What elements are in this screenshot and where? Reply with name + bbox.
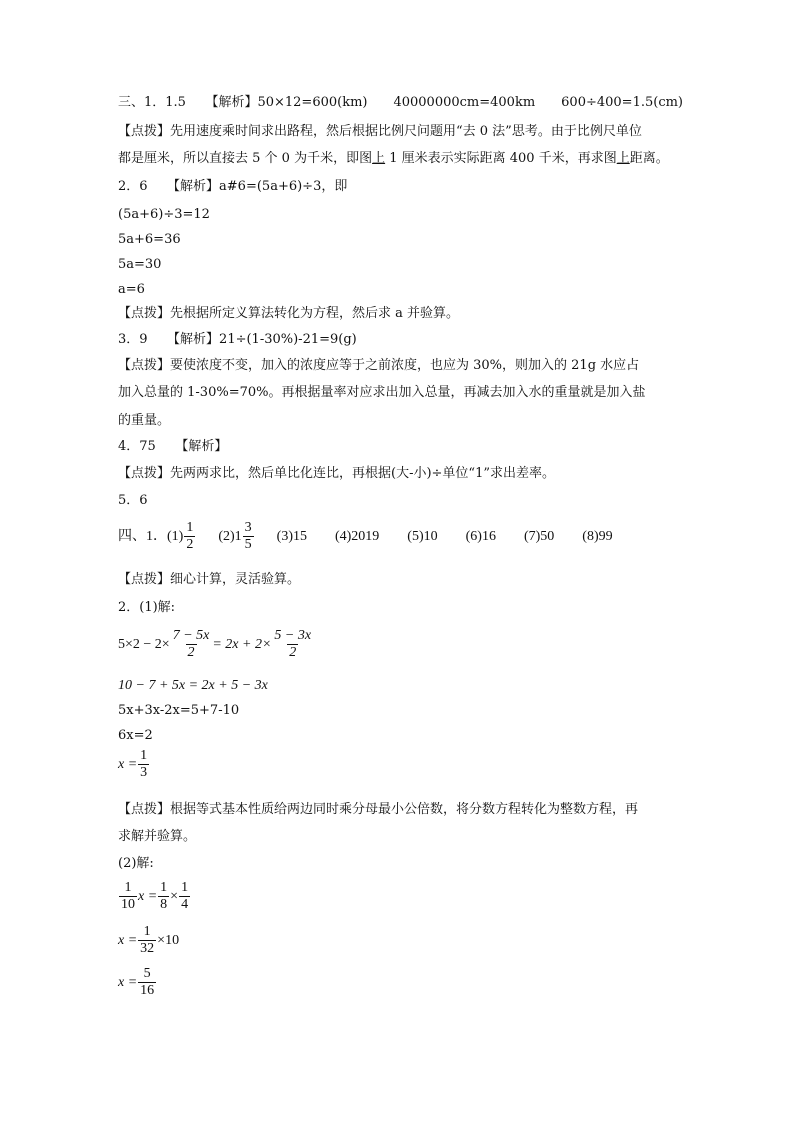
answer-4-2-header: 2．(1)解: (118, 600, 176, 615)
equation-line (118, 880, 191, 913)
fraction: $\frac{1}{2}$ (186, 520, 194, 553)
step-line: a=6 (118, 282, 145, 297)
tip-3-1-line2 (118, 149, 669, 169)
underlined-text: 上 (616, 151, 630, 166)
equation-line (118, 966, 157, 999)
tip-3-4: 【点拨】先两两求比，然后单比化连比，再根据(大-小)÷单位“1”求出差率。 (118, 466, 555, 481)
answer-3-1: 三、1．1.5 【解析】50×12=600(km) 40000000cm=400km 600÷400=1.5(cm) (118, 95, 683, 110)
answer-3-4: 4．75 【解析】 (118, 439, 228, 454)
equation-line: 10 − 7 + 5x = 2x + 5 − 3x (118, 678, 268, 693)
fraction: $\frac{1}{4}$ (181, 880, 189, 913)
step-line: (5a+6)÷3=12 (118, 207, 210, 222)
tip-3-1-line1: 【点拨】先用速度乘时间求出路程，然后根据比例尺问题用“去 0 法”思考。由于比例尺单位 (118, 124, 642, 139)
answer-4-1 (118, 520, 613, 553)
fraction: $\frac{5 - 3x}{2}$ (274, 628, 312, 661)
fraction: $\frac{1}{10}$ (121, 880, 135, 913)
text-part: ×10 (157, 932, 180, 948)
equation-line (118, 628, 314, 661)
text-part: 5×2 − 2× (118, 636, 170, 652)
tip-4-2-line2: 求解并验算。 (118, 829, 197, 844)
equation-line (118, 924, 179, 957)
answer-3-2: 2．6 【解析】a#6=(5a+6)÷3，即 (118, 179, 348, 194)
text-part: × (170, 888, 179, 904)
tip-3-2: 【点拨】先根据所定义算法转化为方程，然后求 a 并验算。 (118, 306, 460, 321)
equation-line: 6x=2 (118, 728, 153, 743)
tip-3-3-line2: 加入总量的 1-30%=70%。再根据量率对应求出加入总量，再减去加入水的重量就是加入盐 (118, 385, 646, 400)
text-part: 都是厘米，所以直接去 5 个 0 为千米，即图 (118, 151, 373, 166)
text-part: x = (138, 888, 158, 904)
answer-3-3: 3．9 【解析】21÷(1-30%)-21=9(g) (118, 332, 357, 347)
text-part: x = (118, 932, 138, 948)
fraction: $\frac{1}{8}$ (160, 880, 168, 913)
tip-4-1: 【点拨】细心计算，灵活验算。 (118, 572, 301, 587)
text-part: = 2x + 2× (212, 636, 272, 652)
text-part: 距离。 (629, 151, 669, 166)
step-line: 5a=30 (118, 257, 162, 272)
answer-4-2-2-header: (2)解: (118, 856, 154, 871)
text-part: (3)15 (4)2019 (5)10 (6)16 (7)50 (8)99 (276, 528, 613, 544)
fraction: $\frac{5}{16}$ (140, 966, 155, 999)
text-part: x = (118, 974, 138, 990)
text-part: x = (118, 756, 138, 772)
fraction: $\frac{1}{3}$ (140, 748, 148, 781)
tip-3-3-line3: 的重量。 (118, 413, 171, 428)
tip-4-2-line1: 【点拨】根据等式基本性质给两边同时乘分母最小公倍数，将分数方程转化为整数方程，再 (118, 802, 639, 817)
fraction: $\frac{3}{5}$ (244, 520, 252, 553)
text-part: 四、1．(1) (118, 528, 184, 544)
answer-3-5: 5．6 (118, 493, 148, 508)
step-line: 5a+6=36 (118, 232, 181, 247)
text-part: (2)1 (218, 528, 242, 544)
tip-3-3-line1: 【点拨】要使浓度不变，加入的浓度应等于之前浓度，也应为 30%，则加入的 21g 水应占 (118, 358, 640, 373)
equation-line (118, 748, 150, 781)
underlined-text: 上 (372, 151, 386, 166)
equation-line: 5x+3x-2x=5+7-10 (118, 703, 240, 718)
text-part: 1 厘米表示实际距离 400 千米，再求图 (385, 151, 617, 166)
fraction: $\frac{1}{32}$ (140, 924, 155, 957)
fraction: $\frac{7 - 5x}{2}$ (172, 628, 210, 661)
